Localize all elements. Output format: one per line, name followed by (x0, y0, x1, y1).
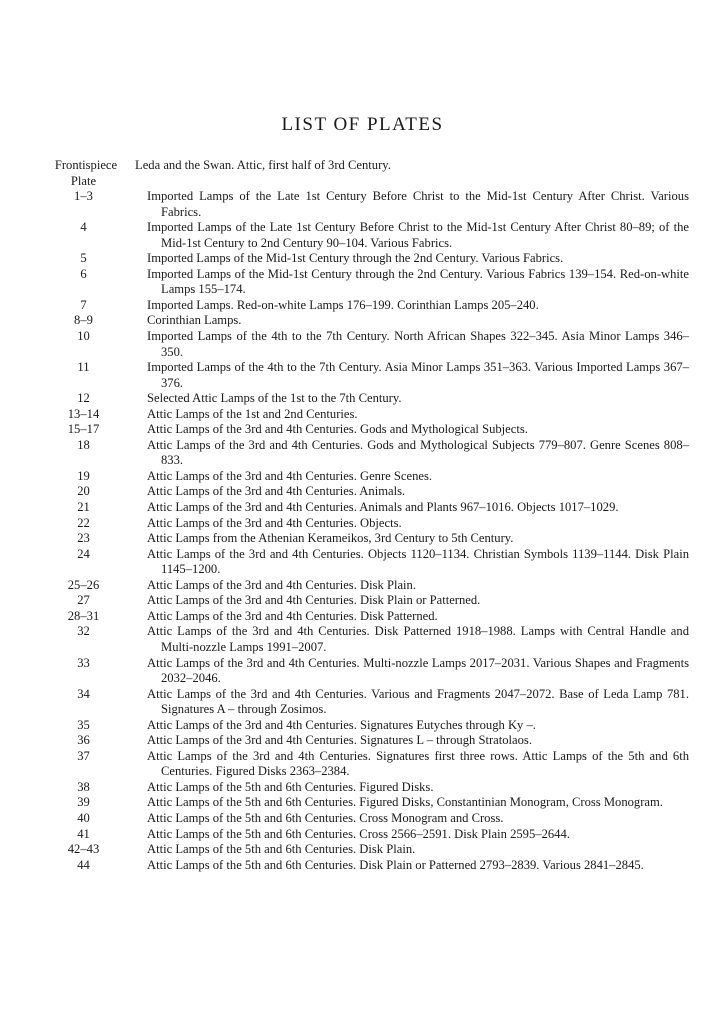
plate-description: Imported Lamps of the Mid-1st Century through the 2nd Century. Various Fabrics. (147, 251, 564, 266)
plate-description: Attic Lamps of the 5th and 6th Centuries. Cross 2566–2591. Disk Plain 2595–2644. (147, 826, 570, 841)
plate-number: 27 (77, 593, 90, 608)
plate-description: Attic Lamps of the 3rd and 4th Centuries. Gods and Mythological Subjects. (147, 422, 528, 437)
plate-number: 37 (77, 748, 90, 763)
plate-number: 5 (80, 251, 87, 266)
plate-description: Attic Lamps of the 3rd and 4th Centuries. Disk Patterned. (147, 608, 438, 623)
plate-description: Attic Lamps of the 5th and 6th Centuries. Disk Plain. (147, 842, 416, 857)
plate-number: 22 (77, 515, 90, 530)
plate-row (0, 407, 725, 423)
plate-row (0, 267, 725, 298)
plate-column-header (0, 174, 725, 190)
plate-number: 40 (77, 810, 90, 825)
plate-row (0, 656, 725, 687)
plate-row (0, 329, 725, 360)
plate-description: Attic Lamps of the 3rd and 4th Centuries. Objects 1120–1134. Christian Symbols 1139–1144. Disk Plain 1145–1200. (147, 546, 689, 577)
plate-description: Attic Lamps of the 3rd and 4th Centuries. Various and Fragments 2047–2072. Base of Leda Lamp 781. Signatures A – through Zosimos. (147, 686, 689, 717)
frontispiece-label: Frontispiece (54, 158, 118, 172)
plate-number: 36 (77, 733, 90, 748)
plate-row (0, 313, 725, 329)
plate-description: Attic Lamps of the 3rd and 4th Centuries. Objects. (147, 515, 402, 530)
plate-row (0, 811, 725, 827)
plate-row (0, 578, 725, 594)
plate-description: Attic Lamps of the 3rd and 4th Centuries. Signatures first three rows. Attic Lamps of the 5th and 6th Centuries. Figured Disks 2363–2384. (147, 748, 689, 779)
plate-number: 13–14 (67, 406, 100, 421)
plate-row (0, 749, 725, 780)
plate-description: Attic Lamps of the 5th and 6th Centuries. Cross Monogram and Cross. (147, 810, 504, 825)
plate-description: Attic Lamps of the 3rd and 4th Centuries. Animals. (147, 484, 406, 499)
plate-number: 6 (80, 266, 87, 281)
plate-row (0, 220, 725, 251)
plate-number: 21 (77, 500, 90, 515)
plate-description: Attic Lamps of the 3rd and 4th Centuries. Signatures Eutyches through Ky –. (147, 717, 536, 732)
plate-number: 18 (77, 437, 90, 452)
plate-row (0, 593, 725, 609)
plate-number: 23 (77, 531, 90, 546)
plate-row (0, 827, 725, 843)
plate-number: 1–3 (74, 189, 93, 204)
plate-description: Attic Lamps of the 3rd and 4th Centuries. Disk Plain or Patterned. (147, 593, 481, 608)
plate-number: 44 (77, 857, 90, 872)
plate-row (0, 780, 725, 796)
plate-description: Attic Lamps of the 3rd and 4th Centuries. Animals and Plants 967–1016. Objects 1017–1029. (147, 500, 619, 515)
plate-row (0, 718, 725, 734)
plate-number: 24 (77, 546, 90, 561)
plate-label: Plate (70, 173, 97, 188)
plate-number: 42–43 (67, 842, 100, 857)
plate-number: 15–17 (67, 422, 100, 437)
plate-row (0, 391, 725, 407)
plate-number: 10 (77, 329, 90, 344)
plate-description: Imported Lamps of the 4th to the 7th Century. Asia Minor Lamps 351–363. Various Imported Lamps 367–376. (147, 360, 689, 390)
plate-number: 38 (77, 779, 90, 794)
plate-row (0, 609, 725, 625)
plate-number: 8–9 (74, 313, 93, 328)
plate-row (0, 189, 725, 220)
plate-description: Imported Lamps. Red-on-white Lamps 176–199. Corinthian Lamps 205–240. (147, 297, 539, 312)
plate-rows (0, 189, 725, 873)
plate-row (0, 438, 725, 469)
plate-number: 7 (80, 297, 87, 312)
plate-row (0, 733, 725, 749)
plate-row (0, 842, 725, 858)
page-title: LIST OF PLATES (281, 114, 444, 135)
plate-description: Attic Lamps of the 3rd and 4th Centuries. Signatures L – through Stratolaos. (147, 733, 532, 748)
plate-number: 28–31 (67, 608, 100, 623)
plate-description: Imported Lamps of the Mid-1st Century through the 2nd Century. Various Fabrics 139–154. Red-on-white Lamps 155–174. (147, 266, 689, 297)
plate-description: Attic Lamps of the 3rd and 4th Centuries. Genre Scenes. (147, 468, 433, 483)
plate-number: 33 (77, 655, 90, 670)
plate-description: Attic Lamps of the 3rd and 4th Centuries. Disk Patterned 1918–1988. Lamps with Central Handle and Multi-nozzle Lamps 1991–2007. (147, 624, 689, 654)
plate-description: Attic Lamps of the 5th and 6th Centuries. Figured Disks, Constantinian Monogram, Cross Monogram. (147, 795, 663, 810)
plates-list (0, 158, 725, 873)
frontispiece-description: Leda and the Swan. Attic, first half of 3rd Century. (135, 158, 391, 172)
plate-row (0, 547, 725, 578)
plate-row (0, 251, 725, 267)
plate-number: 20 (77, 484, 90, 499)
plate-number: 11 (77, 360, 90, 375)
plate-row (0, 422, 725, 438)
plate-description: Attic Lamps from the Athenian Kerameikos, 3rd Century to 5th Century. (147, 531, 514, 546)
plate-description: Corinthian Lamps. (147, 313, 242, 328)
plate-number: 19 (77, 468, 90, 483)
plate-row (0, 795, 725, 811)
plate-row (0, 531, 725, 547)
plate-row (0, 516, 725, 532)
plate-description: Attic Lamps of the 5th and 6th Centuries. Figured Disks. (147, 779, 434, 794)
plate-description: Imported Lamps of the Late 1st Century Before Christ to the Mid-1st Century After Christ 80–89; of the Mid-1st Century to 2nd Century 90–104. Various Fabrics. (147, 220, 689, 250)
plate-description: Attic Lamps of the 3rd and 4th Centuries. Disk Plain. (147, 577, 416, 592)
plate-row (0, 484, 725, 500)
plate-row (0, 360, 725, 391)
plate-description: Imported Lamps of the 4th to the 7th Century. North African Shapes 322–345. Asia Minor Lamps 346–350. (147, 329, 689, 359)
plate-number: 32 (77, 624, 90, 639)
plate-description: Attic Lamps of the 1st and 2nd Centuries. (147, 406, 358, 421)
plate-number: 35 (77, 717, 90, 732)
plate-row (0, 624, 725, 655)
plate-number: 12 (77, 391, 90, 406)
plate-number: 41 (77, 826, 90, 841)
plate-description: Selected Attic Lamps of the 1st to the 7th Century. (147, 391, 402, 406)
plate-number: 4 (80, 220, 87, 235)
plate-row (0, 469, 725, 485)
plate-row (0, 687, 725, 718)
plate-row (0, 500, 725, 516)
plate-description: Attic Lamps of the 3rd and 4th Centuries. Gods and Mythological Subjects 779–807. Genre Scenes 808–833. (147, 437, 689, 468)
plate-number: 39 (77, 795, 90, 810)
plate-description: Attic Lamps of the 3rd and 4th Centuries. Multi-nozzle Lamps 2017–2031. Various Shapes and Fragments 2032–2046. (147, 655, 689, 686)
plate-number: 25–26 (67, 577, 100, 592)
plate-row (0, 858, 725, 874)
plate-description: Imported Lamps of the Late 1st Century Before Christ to the Mid-1st Century After Christ. Various Fabrics. (147, 189, 689, 219)
frontispiece-row (0, 158, 725, 174)
plate-description: Attic Lamps of the 5th and 6th Centuries. Disk Plain or Patterned 2793–2839. Various 2841–2845. (147, 857, 644, 872)
plate-number: 34 (77, 686, 90, 701)
plate-row (0, 298, 725, 314)
